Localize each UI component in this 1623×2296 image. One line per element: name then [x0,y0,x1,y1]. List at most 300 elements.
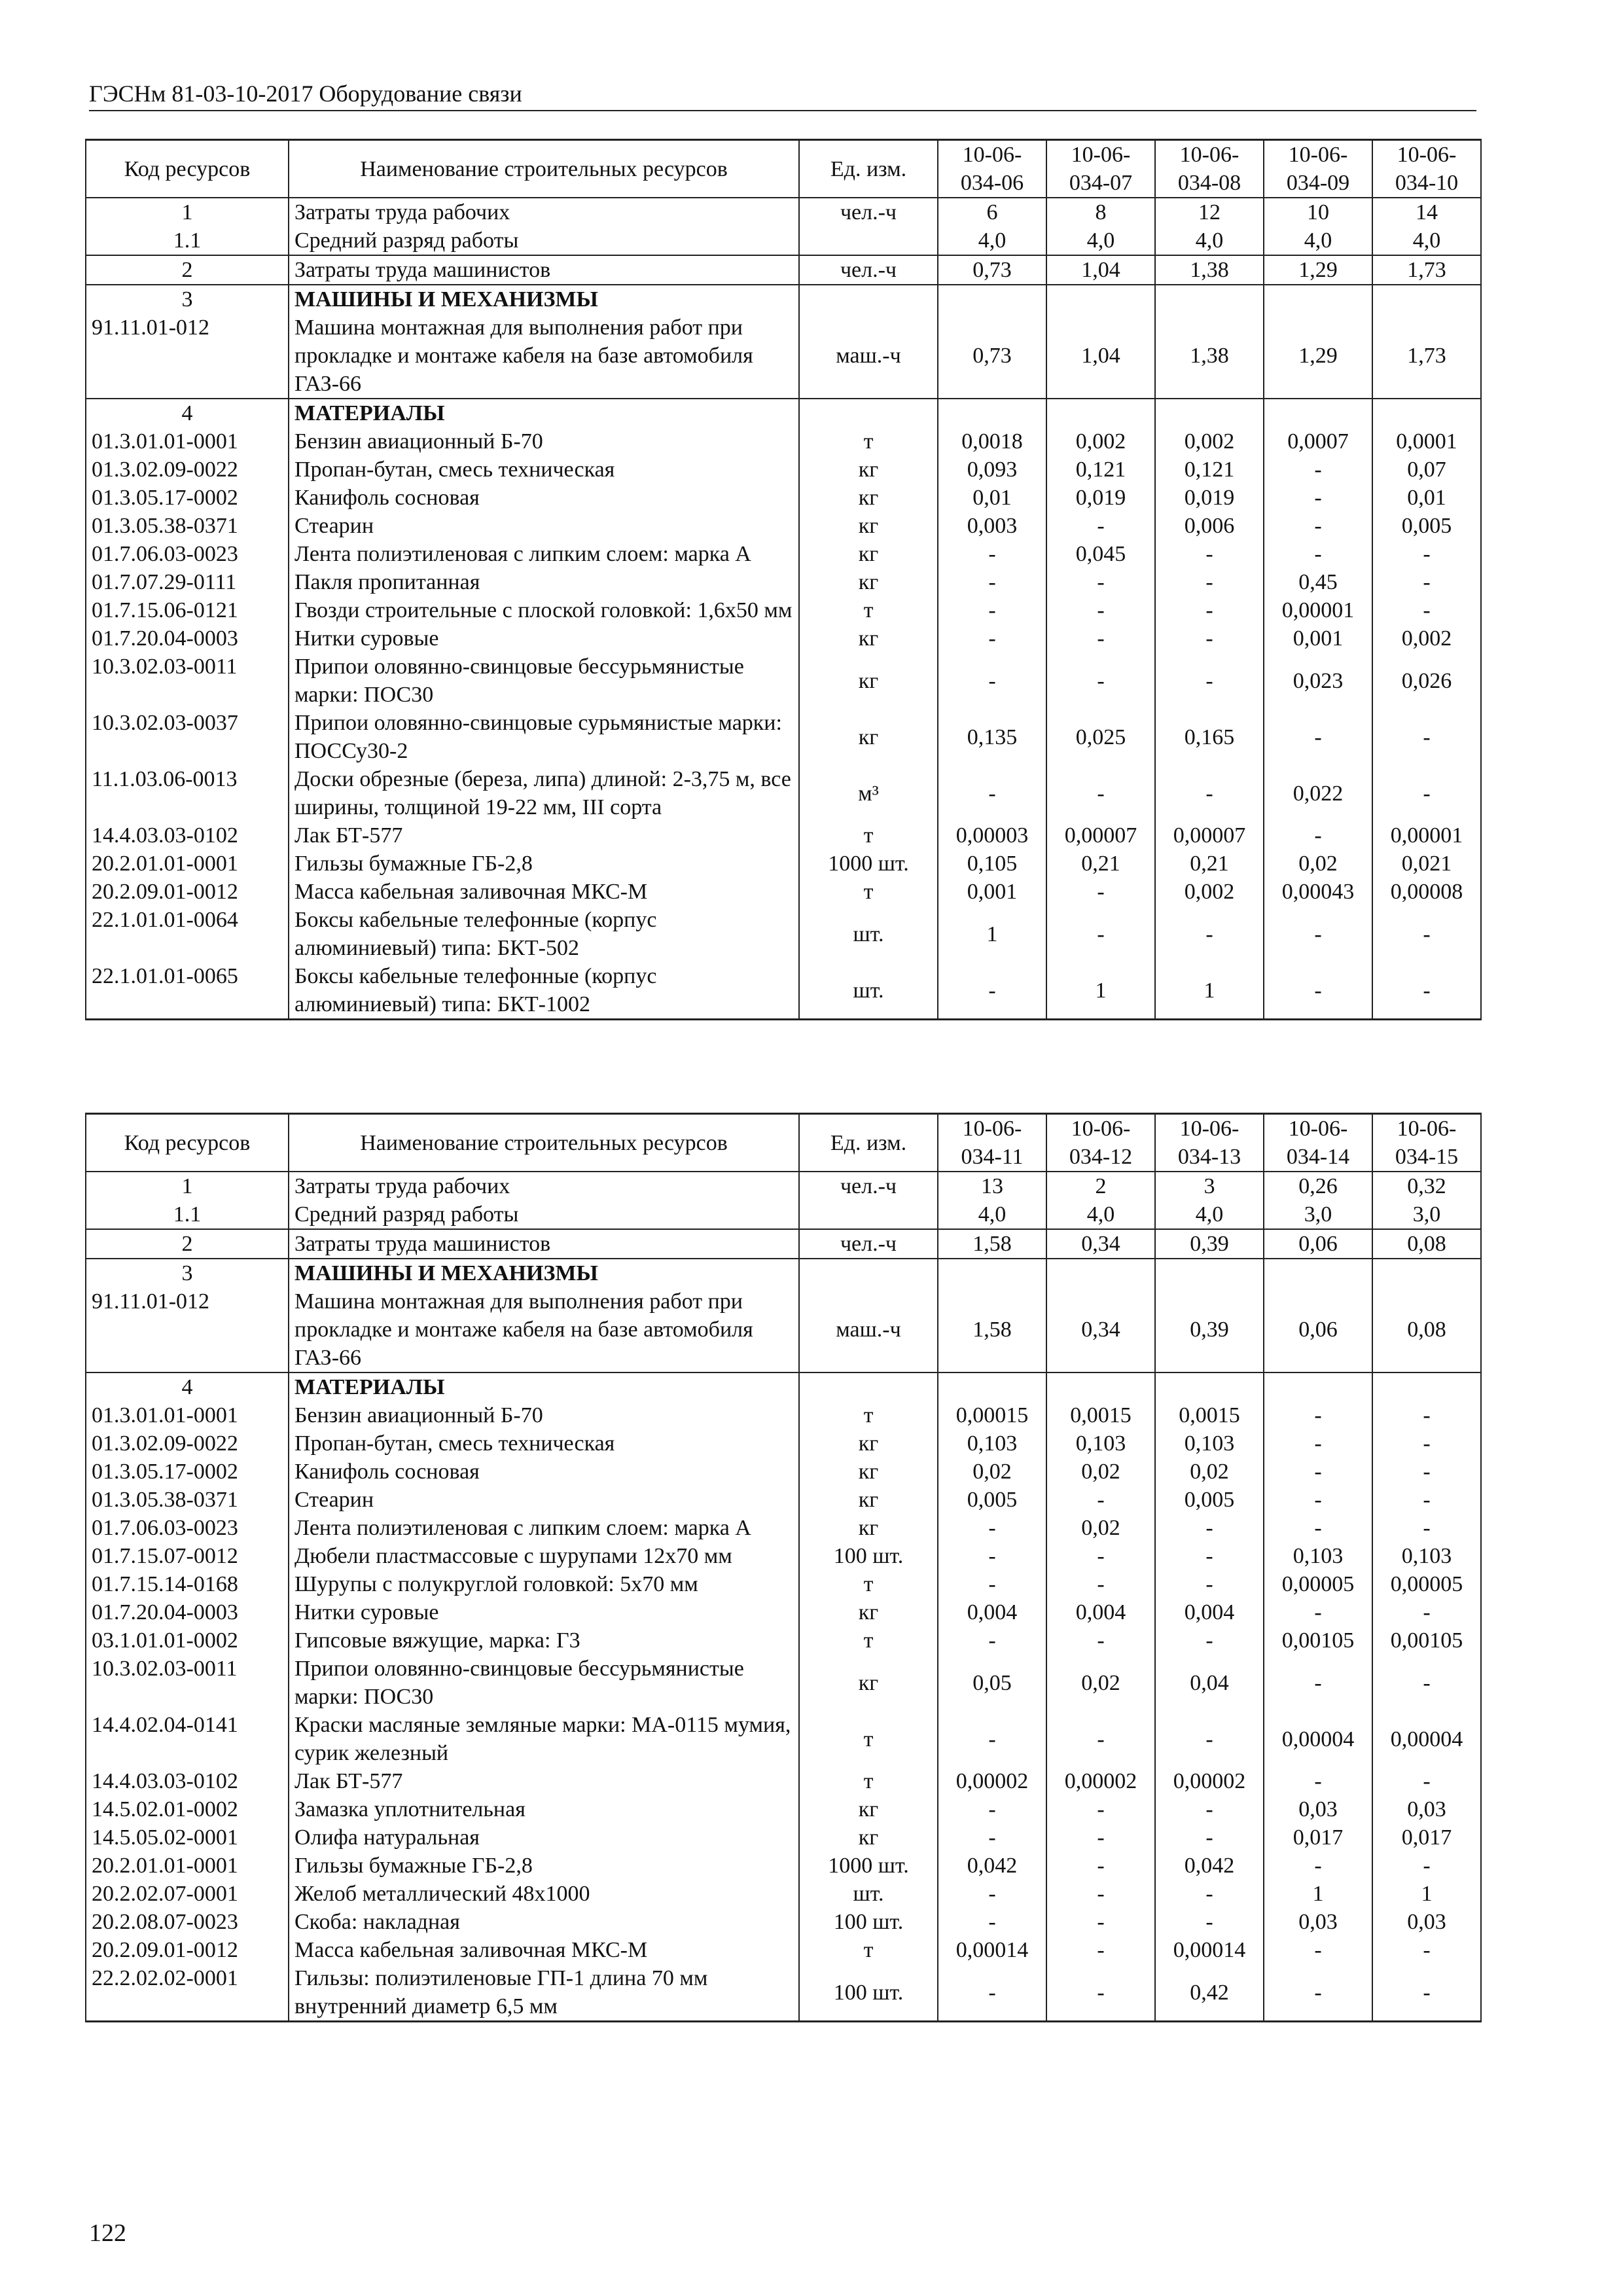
norm-value: - [1372,1458,1481,1486]
table-row [86,1429,1481,1458]
norm-value: - [938,1570,1046,1598]
resource-code: 91.11.01-012 [86,314,289,399]
resource-code: 20.2.02.07-0001 [86,1880,289,1908]
resource-name: Пакля пропитанная [289,568,799,596]
norm-value: 0,00015 [938,1401,1046,1429]
norm-value: 0,08 [1372,1287,1481,1372]
norm-value: 1 [938,906,1046,962]
resource-name: Лак БТ-577 [289,1767,799,1795]
norm-value: 0,00105 [1372,1626,1481,1655]
norm-value: 4,0 [1046,226,1155,255]
norm-value: - [1264,456,1372,484]
norm-value: - [1046,1626,1155,1655]
norm-value [1264,1259,1372,1287]
norm-value: - [1046,1823,1155,1852]
norm-value: 0,39 [1155,1229,1264,1259]
norm-value: 0,32 [1372,1172,1481,1200]
resource-name: Канифоль сосновая [289,1458,799,1486]
table-row [86,1655,1481,1711]
resource-name: Нитки суровые [289,1598,799,1626]
table-row [86,624,1481,653]
resource-code: 14.4.02.04-0141 [86,1711,289,1767]
norm-value: - [1264,821,1372,850]
norm-value: - [1046,1936,1155,1964]
table-row [86,456,1481,484]
resource-unit: кг [799,1655,938,1711]
header-norm: 10-06-034-08 [1155,140,1264,198]
resource-name: Стеарин [289,1486,799,1514]
norm-value: 0,06 [1264,1229,1372,1259]
norm-value: - [1155,1570,1264,1598]
norm-value [1264,1372,1372,1401]
norm-value: 0,02 [938,1458,1046,1486]
norm-value: 0,105 [938,850,1046,878]
norm-value: 0,02 [1264,850,1372,878]
resource-name: Машина монтажная для выполнения работ при прокладке и монтаже кабеля на базе автомобиля ГАЗ-66 [289,314,799,399]
norm-value: - [1372,1429,1481,1458]
table-row [86,314,1481,399]
norm-value: - [1372,962,1481,1020]
table-row [86,427,1481,456]
norm-value: 1 [1155,962,1264,1020]
norm-value: - [1264,1401,1372,1429]
table-row [86,1458,1481,1486]
table-row [86,1880,1481,1908]
resource-code: 03.1.01.01-0002 [86,1626,289,1655]
norm-value: 10 [1264,198,1372,226]
norm-value: 1 [1264,1880,1372,1908]
norm-value: 0,03 [1264,1908,1372,1936]
norm-value: - [1264,962,1372,1020]
norm-value: 0,03 [1372,1795,1481,1823]
norm-value: - [1046,1542,1155,1570]
resource-name: Шурупы с полукруглой головкой: 5х70 мм [289,1570,799,1598]
norm-value [938,1372,1046,1401]
resource-unit: кг [799,709,938,765]
norm-value: 13 [938,1172,1046,1200]
norm-value: - [1372,1486,1481,1514]
norm-value: 0,121 [1155,456,1264,484]
norm-value: 0,103 [938,1429,1046,1458]
norm-value: - [1046,653,1155,709]
norm-value [1372,285,1481,314]
resource-unit: т [799,1936,938,1964]
norm-value: 1,58 [938,1229,1046,1259]
norm-value [1046,1372,1155,1401]
header-norm: 10-06-034-07 [1046,140,1155,198]
resource-name: Масса кабельная заливочная МКС-М [289,1936,799,1964]
resource-unit: кг [799,1598,938,1626]
resource-code: 10.3.02.03-0037 [86,709,289,765]
norm-value: 1,04 [1046,255,1155,285]
resource-code: 1.1 [86,226,289,255]
resource-code: 01.3.01.01-0001 [86,1401,289,1429]
norm-value: - [1372,568,1481,596]
norm-value: - [938,568,1046,596]
norm-value: - [1372,596,1481,624]
resource-code: 22.1.01.01-0065 [86,962,289,1020]
norm-value: 0,00043 [1264,878,1372,906]
table-row [86,1200,1481,1229]
norm-value: - [1372,906,1481,962]
resource-code: 1 [86,198,289,226]
norm-value: 0,006 [1155,512,1264,540]
resource-unit: кг [799,653,938,709]
norm-value: - [1264,540,1372,568]
norm-value: - [938,1880,1046,1908]
header-unit: Ед. изм. [799,140,938,198]
norm-value: - [938,1964,1046,2022]
header-unit: Ед. изм. [799,1114,938,1172]
resource-name: Гильзы бумажные ГБ-2,8 [289,850,799,878]
resource-name: МАШИНЫ И МЕХАНИЗМЫ [289,285,799,314]
norm-value: - [1046,878,1155,906]
norm-value: - [1372,1964,1481,2022]
norm-value: 0,00002 [938,1767,1046,1795]
table-row [86,512,1481,540]
norm-value: 0,00005 [1264,1570,1372,1598]
norm-value: - [1372,1401,1481,1429]
resource-code: 1 [86,1172,289,1200]
resource-name: Припои оловянно-свинцовые бессурьмянистые марки: ПОС30 [289,1655,799,1711]
norm-value: - [1264,1598,1372,1626]
resource-name: Дюбели пластмассовые с шурупами 12х70 мм [289,1542,799,1570]
resource-code: 01.7.15.14-0168 [86,1570,289,1598]
resource-name: Олифа натуральная [289,1823,799,1852]
norm-value: 0,0015 [1155,1401,1264,1429]
norm-value: 4,0 [1264,226,1372,255]
norm-value: 4,0 [1155,1200,1264,1229]
norm-value: 0,02 [1155,1458,1264,1486]
resource-code: 11.1.03.06-0013 [86,765,289,821]
norm-value: 0,00014 [938,1936,1046,1964]
resource-name: Доски обрезные (береза, липа) длиной: 2-3,75 м, все ширины, толщиной 19-22 мм, III сорта [289,765,799,821]
resource-name: МАТЕРИАЛЫ [289,1372,799,1401]
norm-value: - [1046,1795,1155,1823]
norm-value: - [1264,1964,1372,2022]
norm-value: 0,08 [1372,1229,1481,1259]
resource-code: 2 [86,255,289,285]
norm-value: - [1155,624,1264,653]
resource-code: 14.4.03.03-0102 [86,821,289,850]
norm-value: - [938,1711,1046,1767]
norm-value: 0,73 [938,314,1046,399]
norm-value: 0,0007 [1264,427,1372,456]
table-row [86,399,1481,427]
resource-unit [799,1259,938,1287]
resource-name: Средний разряд работы [289,1200,799,1229]
norm-value: 0,26 [1264,1172,1372,1200]
resource-name: Средний разряд работы [289,226,799,255]
table-row [86,850,1481,878]
resource-unit: т [799,1401,938,1429]
resource-name: Затраты труда рабочих [289,198,799,226]
resource-unit [799,1372,938,1401]
norm-value: 0,019 [1155,484,1264,512]
resource-unit: кг [799,456,938,484]
resource-code: 10.3.02.03-0011 [86,653,289,709]
norm-value: 0,025 [1046,709,1155,765]
resource-code: 01.7.15.07-0012 [86,1542,289,1570]
norm-value: - [938,1626,1046,1655]
norm-value: - [1046,1852,1155,1880]
norm-value: 4,0 [938,226,1046,255]
resource-unit: т [799,821,938,850]
norm-value: 1,29 [1264,314,1372,399]
norm-value: - [1046,568,1155,596]
resource-unit: т [799,1570,938,1598]
norm-value: 0,135 [938,709,1046,765]
header-norm: 10-06-034-11 [938,1114,1046,1172]
norm-value: 0,002 [1372,624,1481,653]
norm-value: 8 [1046,198,1155,226]
table-row [86,1486,1481,1514]
resource-code: 01.3.02.09-0022 [86,1429,289,1458]
table-row [86,1570,1481,1598]
table-body [86,1172,1481,2022]
resource-code: 01.3.05.17-0002 [86,484,289,512]
resource-name: Припои оловянно-свинцовые бессурьмянистые марки: ПОС30 [289,653,799,709]
table-row [86,568,1481,596]
norm-value: 1 [1046,962,1155,1020]
norm-value: 0,0018 [938,427,1046,456]
norm-value: - [1046,1570,1155,1598]
resource-code: 01.7.07.29-0111 [86,568,289,596]
norm-value: 0,045 [1046,540,1155,568]
table-row [86,540,1481,568]
norm-value [1046,285,1155,314]
norm-value: - [1155,906,1264,962]
resource-code: 20.2.08.07-0023 [86,1908,289,1936]
norm-value: 0,73 [938,255,1046,285]
resource-unit: шт. [799,906,938,962]
norm-value [1264,285,1372,314]
norm-value: 0,022 [1264,765,1372,821]
norm-value: 0,103 [1046,1429,1155,1458]
table-row [86,653,1481,709]
resource-name: Замазка уплотнительная [289,1795,799,1823]
norm-value: 0,03 [1372,1908,1481,1936]
norm-value: - [1155,1514,1264,1542]
resource-code: 20.2.09.01-0012 [86,1936,289,1964]
resource-name: Стеарин [289,512,799,540]
norm-value: 0,003 [938,512,1046,540]
norm-value: 0,023 [1264,653,1372,709]
norm-value: - [1372,1936,1481,1964]
norm-value: 0,121 [1046,456,1155,484]
norm-value: 0,017 [1264,1823,1372,1852]
norm-value: - [1372,765,1481,821]
norm-value: 6 [938,198,1046,226]
resource-unit: кг [799,484,938,512]
norm-value: - [1264,709,1372,765]
resource-code: 10.3.02.03-0011 [86,1655,289,1711]
norm-value: - [1046,906,1155,962]
norm-value: 1,73 [1372,314,1481,399]
norm-value: 0,00003 [938,821,1046,850]
table-body [86,198,1481,1020]
norm-value: 0,0015 [1046,1401,1155,1429]
norm-value: - [938,765,1046,821]
resource-unit: кг [799,512,938,540]
resource-code: 20.2.09.01-0012 [86,878,289,906]
header-code: Код ресурсов [86,1114,289,1172]
norm-value: - [1155,1908,1264,1936]
resource-unit: шт. [799,962,938,1020]
norm-value: 0,34 [1046,1287,1155,1372]
table-row [86,484,1481,512]
norm-value: 0,00001 [1372,821,1481,850]
resource-name: Машина монтажная для выполнения работ при прокладке и монтаже кабеля на базе автомобиля ГАЗ-66 [289,1287,799,1372]
norm-value: - [1264,1486,1372,1514]
resource-name: Бензин авиационный Б-70 [289,427,799,456]
table-row [86,821,1481,850]
resource-name: Лак БТ-577 [289,821,799,850]
norm-value: 0,005 [1155,1486,1264,1514]
resource-name: Пропан-бутан, смесь техническая [289,1429,799,1458]
norm-value: 0,165 [1155,709,1264,765]
norm-value: 0,103 [1155,1429,1264,1458]
norm-value: 0,017 [1372,1823,1481,1852]
resource-name: Лента полиэтиленовая с липким слоем: марка А [289,1514,799,1542]
norm-value: 0,21 [1155,850,1264,878]
table-row [86,878,1481,906]
header-code: Код ресурсов [86,140,289,198]
norm-value: 0,00007 [1046,821,1155,850]
norm-value: 0,00005 [1372,1570,1481,1598]
resource-name: Гильзы: полиэтиленовые ГП-1 длина 70 мм внутренний диаметр 6,5 мм [289,1964,799,2022]
table-row [86,285,1481,314]
norm-value: 1,38 [1155,255,1264,285]
norm-value: 14 [1372,198,1481,226]
norm-value: - [1372,1852,1481,1880]
norm-value: - [1264,1852,1372,1880]
norm-value: 0,01 [1372,484,1481,512]
resource-code: 4 [86,399,289,427]
norm-value: 0,019 [1046,484,1155,512]
norm-value: 12 [1155,198,1264,226]
norm-value: - [938,962,1046,1020]
norm-value: 0,02 [1046,1458,1155,1486]
norm-value: - [1264,1458,1372,1486]
resource-name: Затраты труда рабочих [289,1172,799,1200]
norm-value: - [1155,653,1264,709]
resource-unit [799,226,938,255]
norm-value: 0,103 [1372,1542,1481,1570]
norm-value [1372,1372,1481,1401]
norm-value: - [1372,1655,1481,1711]
norm-value: - [938,653,1046,709]
resource-name: Гвозди строительные с плоской головкой: 1,6х50 мм [289,596,799,624]
norm-value: 0,0001 [1372,427,1481,456]
norm-value [1046,1259,1155,1287]
resource-unit [799,399,938,427]
table-row [86,198,1481,226]
norm-value: - [1046,1908,1155,1936]
norm-value: 0,042 [1155,1852,1264,1880]
table-row [86,1908,1481,1936]
norm-value: 0,00004 [1372,1711,1481,1767]
table-row [86,1626,1481,1655]
header-norm: 10-06-034-10 [1372,140,1481,198]
norm-value: 1,04 [1046,314,1155,399]
norm-value: - [1046,1711,1155,1767]
resource-code: 01.3.02.09-0022 [86,456,289,484]
norm-value: - [1046,624,1155,653]
header-norm: 10-06-034-14 [1264,1114,1372,1172]
resource-unit: кг [799,540,938,568]
norm-value: 2 [1046,1172,1155,1200]
resource-unit: кг [799,1458,938,1486]
norm-value: - [1372,1514,1481,1542]
norm-value: 0,02 [1046,1655,1155,1711]
norm-value: 0,21 [1046,850,1155,878]
norm-value [1155,285,1264,314]
norm-value: 0,001 [1264,624,1372,653]
norm-value: - [938,1542,1046,1570]
table-row [86,962,1481,1020]
norm-value: 3,0 [1372,1200,1481,1229]
header-name: Наименование строительных ресурсов [289,140,799,198]
table-row [86,255,1481,285]
norm-value: - [1155,540,1264,568]
resource-unit: маш.-ч [799,1287,938,1372]
table-row [86,1372,1481,1401]
norm-value: - [1264,1429,1372,1458]
page-number: 122 [89,2219,126,2247]
table-row [86,1401,1481,1429]
resource-code: 22.1.01.01-0064 [86,906,289,962]
norm-value: - [938,540,1046,568]
norm-value: 0,00004 [1264,1711,1372,1767]
resource-code: 01.7.15.06-0121 [86,596,289,624]
norm-value: 4,0 [938,1200,1046,1229]
resource-code: 14.5.02.01-0002 [86,1795,289,1823]
resource-unit: шт. [799,1880,938,1908]
resource-code: 2 [86,1229,289,1259]
table-row [86,765,1481,821]
resource-unit: чел.-ч [799,198,938,226]
norm-value: 0,01 [938,484,1046,512]
resource-unit: 100 шт. [799,1908,938,1936]
norm-value: - [1264,512,1372,540]
norm-value: - [938,1823,1046,1852]
norm-value: - [1264,906,1372,962]
table-row [86,1542,1481,1570]
norm-value: 0,004 [1046,1598,1155,1626]
resource-unit [799,1200,938,1229]
norm-value: 0,005 [1372,512,1481,540]
norm-value: - [938,1514,1046,1542]
norm-value [938,285,1046,314]
resource-unit: кг [799,1486,938,1514]
table-row [86,1514,1481,1542]
norm-value: - [938,624,1046,653]
resource-code: 01.3.05.38-0371 [86,512,289,540]
norm-value [1155,399,1264,427]
table-row [86,1259,1481,1287]
norm-value: 0,05 [938,1655,1046,1711]
resource-name: Желоб металлический 48х1000 [289,1880,799,1908]
resource-name: Боксы кабельные телефонные (корпус алюминиевый) типа: БКТ-1002 [289,962,799,1020]
resource-unit: кг [799,1429,938,1458]
norm-value: 0,004 [938,1598,1046,1626]
norm-value: - [1264,1514,1372,1542]
norm-value: - [1155,568,1264,596]
norm-value: - [1264,1936,1372,1964]
table-row [86,1598,1481,1626]
norm-value: 0,002 [1155,878,1264,906]
